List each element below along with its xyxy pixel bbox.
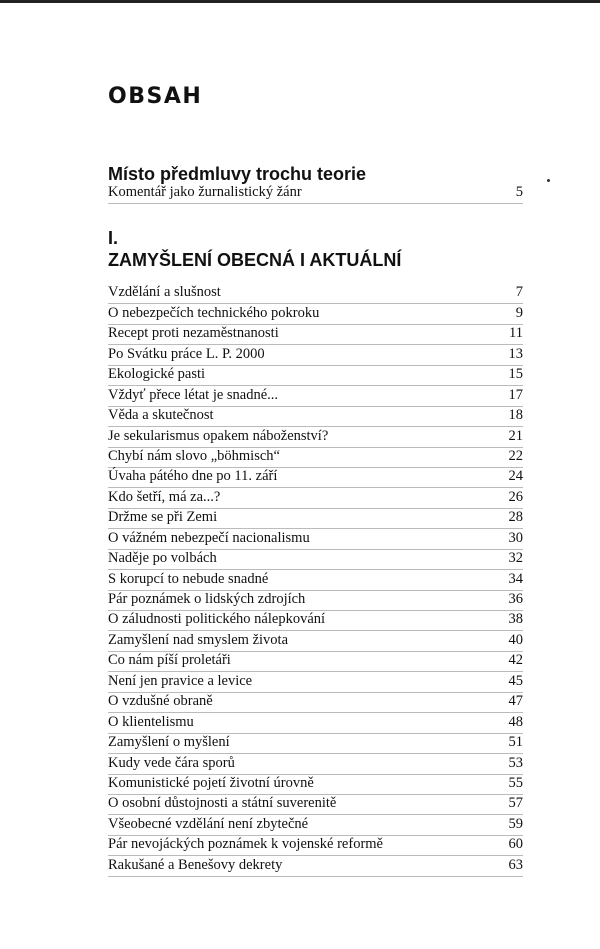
entry-title: Komunistické pojetí životní úrovně — [108, 774, 314, 791]
entry-page: 17 — [508, 386, 523, 403]
entry-title: Kdo šetří, má za...? — [108, 488, 221, 505]
entry-title: Držme se při Zemi — [108, 509, 218, 526]
entry-title: Vždyť přece létat je snadné... — [108, 386, 279, 403]
entry-title: Pár poznámek o lidských zdrojích — [108, 591, 306, 607]
entry-page: 55 — [508, 774, 523, 791]
toc-entry[interactable] — [108, 815, 523, 835]
toc-list — [0, 284, 523, 877]
toc-entry[interactable] — [108, 184, 523, 204]
entry-title: Ekologické pasti — [108, 366, 206, 383]
toc-entry[interactable] — [108, 529, 523, 549]
part-number: I. — [108, 228, 119, 248]
entry-page: 38 — [508, 611, 523, 628]
entry-page: 13 — [508, 345, 523, 362]
entry-page: 9 — [515, 304, 523, 321]
toc-entry[interactable] — [108, 754, 523, 774]
entry-title: Naděje po volbách — [108, 550, 217, 567]
toc-entry[interactable] — [108, 407, 523, 427]
toc-entry[interactable] — [108, 570, 523, 590]
entry-title: O klientelismu — [108, 713, 194, 730]
part-heading: ZAMYŠLENÍ OBECNÁ I AKTUÁLNÍ — [108, 250, 402, 270]
toc-entry[interactable] — [108, 693, 523, 713]
entry-title: Kudy vede čára sporů — [108, 754, 235, 771]
entry-title: Není jen pravice a levice — [108, 672, 253, 689]
entry-title: Věda a skutečnost — [108, 407, 214, 424]
entry-page: 48 — [508, 713, 523, 730]
entry-page: 18 — [508, 407, 523, 424]
entry-page: 63 — [508, 856, 523, 873]
entry-title: Zamyšlení nad smyslem života — [108, 631, 289, 648]
toc-entry[interactable] — [108, 611, 523, 631]
entry-page: 28 — [508, 509, 523, 526]
toc-entry[interactable] — [108, 856, 523, 876]
entry-page: 32 — [508, 550, 523, 567]
entry-page: 40 — [508, 631, 523, 648]
entry-title: Úvaha pátého dne po 11. září — [108, 468, 278, 485]
entry-title: Pár nevojáckých poznámek k vojenské reformě — [108, 836, 383, 853]
entry-title: O nebezpečích technického pokroku — [108, 304, 320, 321]
entry-title: Chybí nám slovo „böhmisch“ — [108, 447, 280, 464]
toc-entry[interactable] — [108, 672, 523, 692]
toc-entry[interactable] — [108, 427, 523, 447]
entry-title: O vzdušné obraně — [108, 693, 213, 710]
entry-title: O vážném nebezpečí nacionalismu — [108, 529, 310, 546]
entry-page: 36 — [508, 591, 523, 607]
entry-page: 5 — [515, 184, 523, 201]
toc-entry[interactable] — [108, 386, 523, 406]
entry-page: 51 — [508, 734, 523, 751]
entry-page: 45 — [508, 672, 523, 689]
entry-page: 42 — [508, 652, 523, 669]
entry-page: 22 — [508, 447, 523, 464]
entry-title: Komentář jako žurnalistický žánr — [108, 184, 302, 201]
toc-entry[interactable] — [108, 795, 523, 815]
entry-title: O osobní důstojnosti a státní suverenitě — [108, 795, 337, 812]
entry-title: O záludnosti politického nálepkování — [108, 611, 326, 628]
toc-entry[interactable] — [108, 448, 523, 468]
entry-title: Je sekularismus opakem náboženství? — [108, 427, 329, 444]
entry-page: 47 — [508, 693, 523, 710]
toc-entry[interactable] — [108, 631, 523, 651]
toc-entry[interactable] — [108, 304, 523, 324]
toc-entry[interactable] — [108, 591, 523, 611]
entry-title: S korupcí to nebude snadné — [108, 570, 269, 587]
entry-title: Po Svátku práce L. P. 2000 — [108, 345, 265, 362]
entry-page: 15 — [508, 366, 523, 383]
toc-entry[interactable] — [108, 734, 523, 754]
entry-page: 7 — [515, 284, 523, 301]
toc-entry[interactable] — [108, 652, 523, 672]
entry-title: Všeobecné vzdělání není zbytečné — [108, 815, 309, 832]
toc-entry[interactable] — [108, 468, 523, 488]
page-edge — [0, 0, 600, 3]
entry-page: 21 — [508, 427, 523, 444]
toc-entry[interactable] — [108, 345, 523, 365]
scan-speck — [547, 179, 550, 182]
toc-entry[interactable] — [108, 284, 523, 304]
toc-entry[interactable] — [108, 713, 523, 733]
entry-title: Rakušané a Benešovy dekrety — [108, 856, 283, 873]
entry-title: Co nám píší proletáři — [108, 652, 231, 669]
toc-entry[interactable] — [108, 488, 523, 508]
toc-entry[interactable] — [108, 775, 523, 795]
toc-entry[interactable] — [108, 550, 523, 570]
toc-entry[interactable] — [108, 366, 523, 386]
toc-entry[interactable] — [108, 325, 523, 345]
entry-page: 53 — [508, 754, 523, 771]
entry-page: 34 — [508, 570, 523, 587]
entry-title: Recept proti nezaměstnanosti — [108, 325, 279, 342]
entry-page: 24 — [508, 468, 523, 485]
toc-entry[interactable] — [108, 836, 523, 856]
toc-entry[interactable] — [108, 509, 523, 529]
entry-page: 60 — [508, 836, 523, 853]
preface-heading: Místo předmluvy trochu teorie — [108, 164, 367, 184]
entry-title: Zamyšlení o myšlení — [108, 734, 230, 751]
entry-page: 59 — [508, 815, 523, 832]
entry-title: Vzdělání a slušnost — [108, 284, 221, 301]
entry-page: 11 — [509, 325, 523, 342]
page-title: OBSAH — [108, 84, 203, 109]
entry-page: 30 — [508, 529, 523, 546]
entry-page: 26 — [508, 488, 523, 505]
entry-page: 57 — [508, 795, 523, 812]
